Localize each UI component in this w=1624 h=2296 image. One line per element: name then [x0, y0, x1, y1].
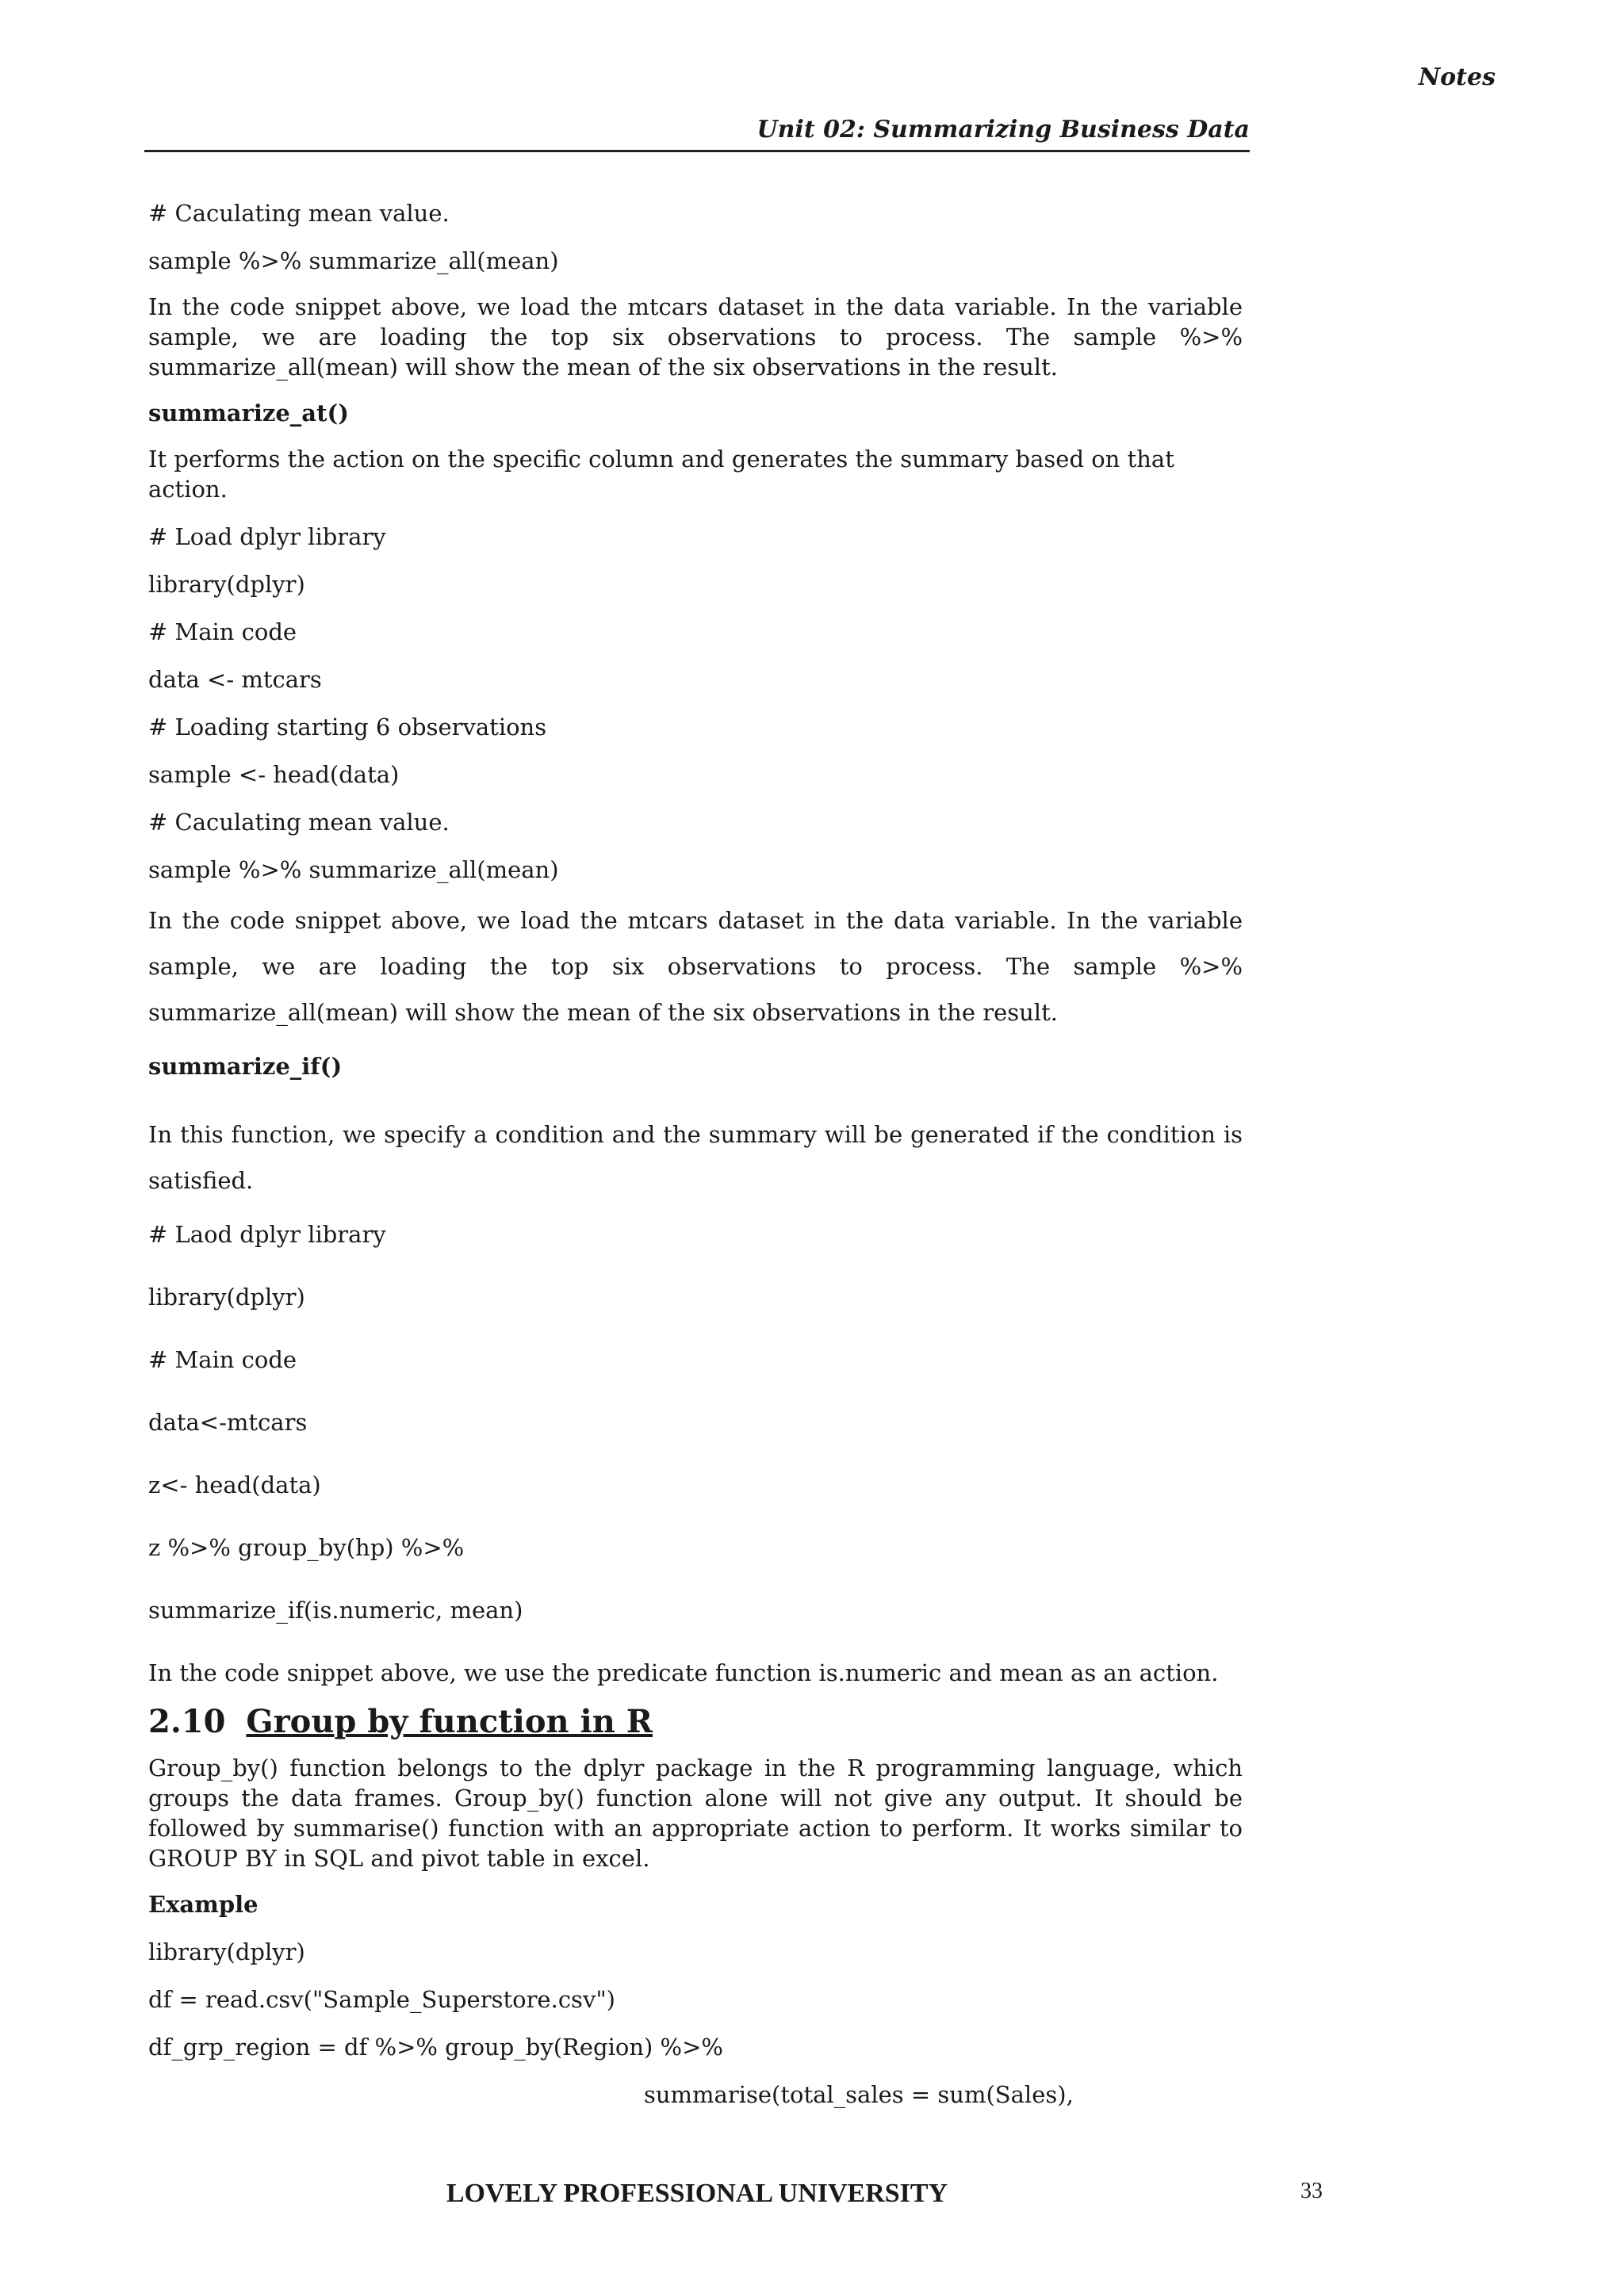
page-number: 33: [1300, 2179, 1323, 2203]
code-line: sample %>% summarize_all(mean): [148, 247, 559, 274]
paragraph: Group_by() function belongs to the dplyr package in the R programming language, which groups the data frames. Group_by() function alone will not give any output. It should be followed by summarise() function with an appropriate action to perform. It works similar to GROUP BY in SQL and pivot table in excel.: [148, 1755, 1243, 1872]
code-line: data<-mtcars: [148, 1409, 308, 1436]
paragraph: In the code snippet above, we load the mtcars dataset in the data variable. In the variable sample, we are loading the top six observations to process. The sample %>% summarize_all(mean) will show the mean of the six observations in the result.: [148, 293, 1243, 381]
code-line: # Main code: [148, 618, 297, 645]
code-line: # Caculating mean value.: [148, 200, 450, 227]
code-line: z<- head(data): [148, 1471, 321, 1498]
paragraph: In the code snippet above, we use the predicate function is.numeric and mean as an action.: [148, 1659, 1219, 1686]
subheading-example: Example: [148, 1891, 259, 1918]
code-line: library(dplyr): [148, 1284, 305, 1311]
code-line: summarize_if(is.numeric, mean): [148, 1597, 523, 1624]
code-line: sample <- head(data): [148, 761, 400, 788]
code-line: library(dplyr): [148, 571, 305, 598]
paragraph: In this function, we specify a condition and the summary will be generated if the condition is satisfied.: [148, 1121, 1243, 1194]
code-line: # Load dplyr library: [148, 523, 386, 550]
paragraph: It performs the action on the specific column and generates the summary based on that action.: [148, 446, 1174, 503]
code-line: # Loading starting 6 observations: [148, 714, 547, 740]
code-line: # Laod dplyr library: [148, 1221, 386, 1248]
section-number: 2.10: [148, 1703, 226, 1740]
paragraph: In the code snippet above, we load the mtcars dataset in the data variable. In the variable sample, we are loading the top six observations to process. The sample %>% summarize_all(mean) will show the mean of the six observations in the result.: [148, 907, 1243, 1026]
section-heading: [148, 1702, 1243, 1742]
code-line: # Main code: [148, 1346, 297, 1373]
code-line: # Caculating mean value.: [148, 809, 450, 836]
code-line: z %>% group_by(hp) %>%: [148, 1534, 465, 1561]
page-body: [148, 198, 1243, 2110]
code-line: library(dplyr): [148, 1938, 305, 1965]
section-title: Group by function in R: [246, 1703, 653, 1740]
code-line: df = read.csv("Sample_Superstore.csv"): [148, 1986, 615, 2013]
subheading-summarize-if: summarize_if(): [148, 1053, 343, 1080]
subheading-summarize-at: summarize_at(): [148, 400, 349, 427]
code-line: summarise(total_sales = sum(Sales),: [644, 2081, 1074, 2108]
running-header: Unit 02: Summarizing Business Data: [144, 116, 1250, 152]
footer-university: LOVELY PROFESSIONAL UNIVERSITY: [446, 2179, 948, 2208]
notes-label: Notes: [1418, 63, 1496, 91]
code-line: sample %>% summarize_all(mean): [148, 856, 559, 883]
code-line: df_grp_region = df %>% group_by(Region) %>%: [148, 2034, 723, 2061]
code-line: data <- mtcars: [148, 666, 322, 693]
